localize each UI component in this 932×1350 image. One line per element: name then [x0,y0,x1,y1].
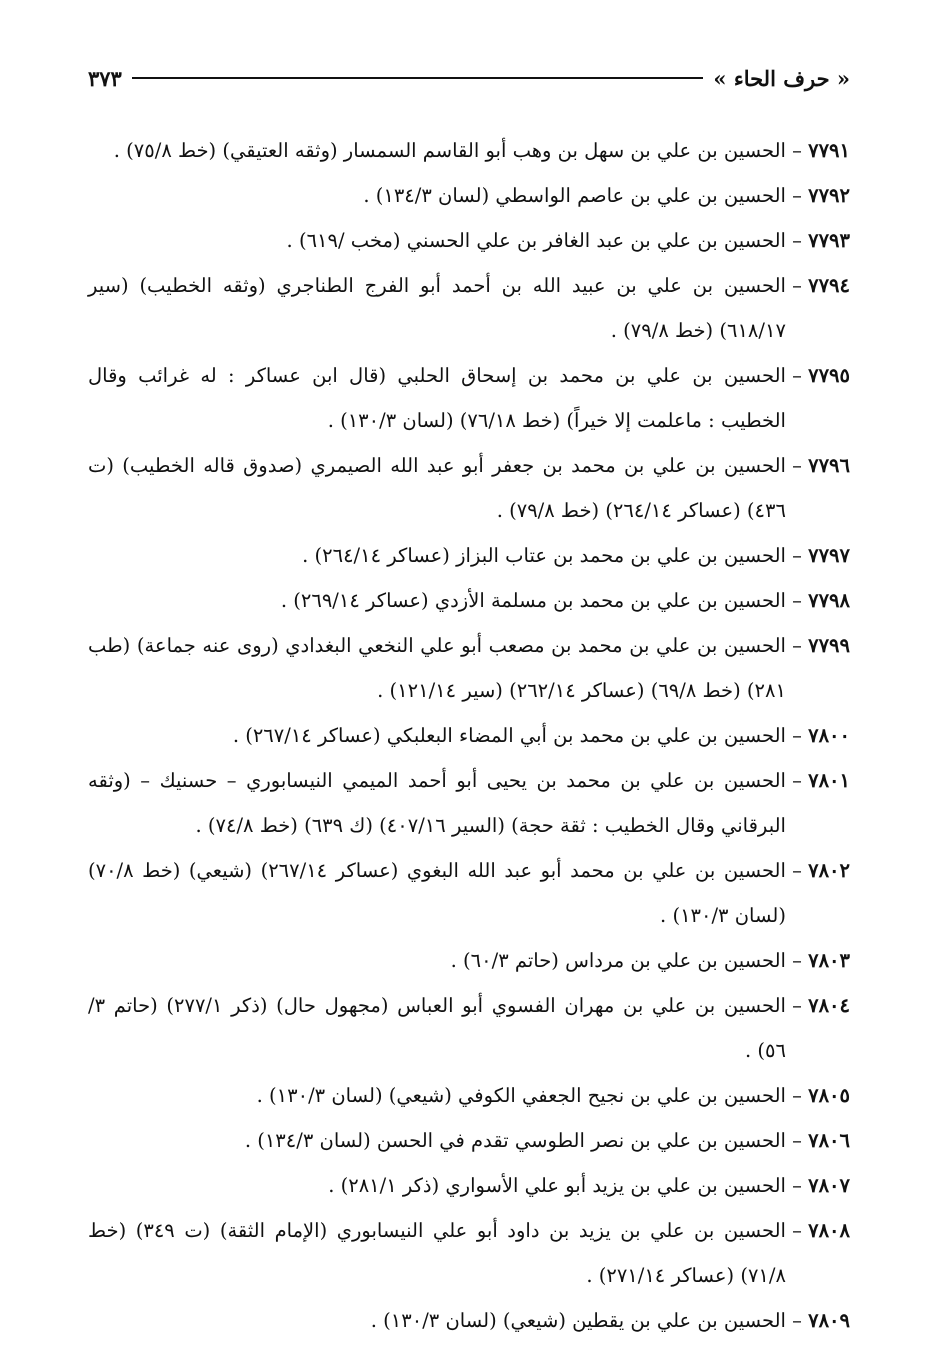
entry-row [88,1208,850,1298]
entry-dash: – [785,859,809,882]
entry-text: الحسين بن علي بن مرداس (حاتم ٦٠/٣) . [450,949,786,972]
entry-dash: – [785,1129,809,1152]
entry-dash: – [785,949,809,972]
entry-row [88,848,850,938]
entry-dash: – [785,1174,809,1197]
entry-row [88,1118,850,1163]
entry-row [88,578,850,623]
entry-text: الحسين بن علي بن يزيد أبو علي الأسواري (ذكر ٢٨١/١) . [328,1174,786,1197]
entry-row [88,263,850,353]
entry-row [88,983,850,1073]
entry-number: ٧٧٩٣ [808,229,850,252]
entry-number: ٧٨٠٥ [808,1084,850,1107]
entry-text: الحسين بن علي بن مهران الفسوي أبو العباس (مجهول حال) (ذكر ٢٧٧/١) (حاتم ٣/ ٥٦) . [88,994,786,1062]
entry-row [88,1298,850,1343]
entry-dash: – [785,724,809,747]
entry-dash: – [785,184,809,207]
entry-number: ٧٧٩٢ [808,184,850,207]
entry-number: ٧٧٩٦ [808,454,850,477]
entry-dash: – [785,274,809,297]
entry-text: الحسين بن علي بن محمد بن مصعب أبو علي النخعي البغدادي (روى عنه جماعة) (طب ٢٨١) (خط ٦٩/٨) (عساكر ٢٦٢/١٤) (سير ١٢١/١٤) . [88,634,786,702]
entry-text: الحسين بن علي بن محمد بن إسحاق الحلبي (قال ابن عساكر : له غرائب وقال الخطيب : ماعلمت إلا خيراً) (خط ٧٦/١٨) (لسان ١٣٠/٣) . [88,364,786,432]
entry-dash: – [785,634,809,657]
running-head: « حرف الحاء » [713,65,850,91]
entry-dash: – [785,1084,809,1107]
entry-text: الحسين بن علي بن نجيح الجعفي الكوفي (شيعي) (لسان ١٣٠/٣) . [256,1084,786,1107]
entry-dash: – [785,229,809,252]
page-header [88,58,850,98]
entry-text: الحسين بن علي بن محمد بن يحيى أبو أحمد الميمي النيسابوري – حسنيك – (وثقه البرقاني وقال الخطيب : ثقة حجة) (السير ٤٠٧/١٦) (ك ٦٣٩) (خط ٧٤/٨) . [88,769,786,837]
entry-number: ٧٧٩١ [808,139,850,162]
entry-row [88,623,850,713]
entry-number: ٧٧٩٩ [808,634,850,657]
entry-dash: – [785,589,809,612]
entry-dash: – [785,364,809,387]
entry-text: الحسين بن علي بن محمد بن أبي المضاء البعلبكي (عساكر ٢٦٧/١٤) . [232,724,786,747]
entry-number: ٧٨٠٧ [808,1174,850,1197]
header-rule [132,77,704,79]
entry-row [88,1163,850,1208]
entry-number: ٧٨٠٨ [808,1219,850,1242]
entry-dash: – [785,454,809,477]
entry-text: الحسين بن علي بن محمد بن جعفر أبو عبد الله الصيمري (صدوق قاله الخطيب) (ت ٤٣٦) (عساكر ٢٦٤/١٤) (خط ٧٩/٨) . [88,454,786,522]
page-number: ٣٧٣ [88,65,122,91]
entry-row [88,443,850,533]
entry-number: ٧٨٠٩ [808,1309,850,1332]
entry-row [88,173,850,218]
entry-row [88,1073,850,1118]
entry-dash: – [785,1219,809,1242]
entry-text: الحسين بن علي بن نصر الطوسي تقدم في الحسن (لسان ١٣٤/٣) . [244,1129,786,1152]
entry-row [88,128,850,173]
entry-text: الحسين بن علي بن محمد بن عتاب البزاز (عساكر ٢٦٤/١٤) . [302,544,786,567]
entry-text: الحسين بن علي بن محمد أبو عبد الله البغوي (عساكر ٢٦٧/١٤) (شيعي) (خط ٧٠/٨) (لسان ١٣٠/٣) . [88,859,786,927]
entry-number: ٧٨٠٦ [808,1129,850,1152]
entry-dash: – [785,1309,809,1332]
entry-row [88,758,850,848]
entry-number: ٧٧٩٤ [808,274,850,297]
entry-dash: – [785,139,809,162]
entry-text: الحسين بن علي بن يزيد بن داود أبو علي النيسابوري (الإمام الثقة) (ت ٣٤٩) (خط ٧١/٨) (عساكر ٢٧١/١٤) . [88,1219,786,1287]
entry-number: ٧٧٩٨ [808,589,850,612]
entry-list [88,128,850,1343]
entry-row [88,533,850,578]
entry-row [88,938,850,983]
entry-number: ٧٨٠٣ [808,949,850,972]
entry-text: الحسين بن علي بن يقطين (شيعي) (لسان ١٣٠/٣) . [370,1309,786,1332]
entry-dash: – [785,994,809,1017]
entry-number: ٧٧٩٥ [808,364,850,387]
entry-number: ٧٨٠٢ [808,859,850,882]
entry-row [88,353,850,443]
entry-number: ٧٨٠١ [808,769,850,792]
entry-text: الحسين بن علي بن محمد بن مسلمة الأزدي (عساكر ٢٦٩/١٤) . [280,589,786,612]
entry-dash: – [785,769,809,792]
entry-row [88,218,850,263]
entry-text: الحسين بن علي بن عبيد الله بن أحمد أبو الفرج الطناجري (وثقه الخطيب) (سير ٦١٨/١٧) (خط ٧٩/٨) . [88,274,786,342]
entry-number: ٧٨٠٠ [808,724,850,747]
entry-text: الحسين بن علي بن عبد الغافر بن علي الحسني (مخب /٦١٩) . [286,229,786,252]
entry-number: ٧٨٠٤ [808,994,850,1017]
entry-number: ٧٧٩٧ [808,544,850,567]
entry-row [88,713,850,758]
entry-dash: – [785,544,809,567]
entry-text: الحسين بن علي بن سهل بن وهب أبو القاسم السمسار (وثقه العتيقي) (خط ٧٥/٨) . [113,139,786,162]
entry-text: الحسين بن علي بن عاصم الواسطي (لسان ١٣٤/٣) . [363,184,786,207]
